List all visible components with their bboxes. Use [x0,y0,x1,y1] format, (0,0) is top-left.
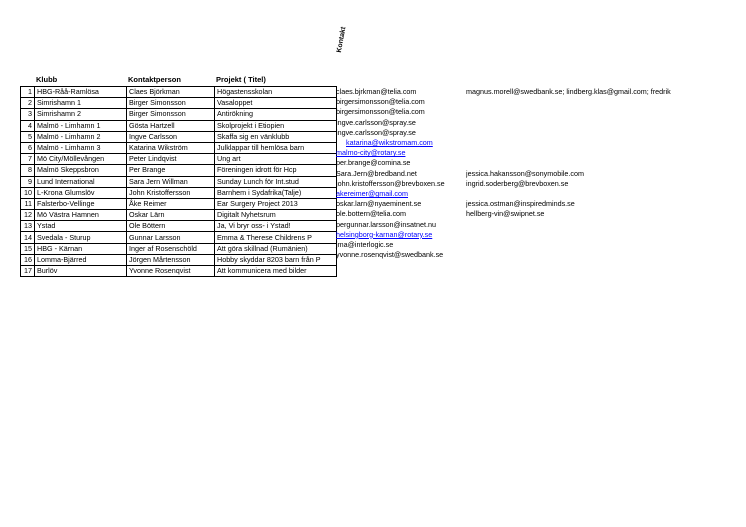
contact-email: oskar.larn@nyaeminent.se [336,199,422,209]
cell-projekt: Hobby skyddar 8203 barn från P [215,254,337,265]
cell-klubb: HBG - Kärnan [35,243,127,254]
cell-kontaktperson: Claes Björkman [127,87,215,98]
table-row [21,187,337,198]
header-klubb: Klubb [36,75,58,84]
contact-email: birgersimonsson@telia.com [336,97,425,107]
cell-klubb: Lund International [35,176,127,187]
cell-kontaktperson: Gösta Hartzell [127,120,215,131]
cell-kontaktperson: Sara Jern Willman [127,176,215,187]
extra-email: hellberg-vin@swipnet.se [466,209,545,219]
cell-kontaktperson: Peter Lindqvist [127,154,215,165]
cell-klubb: Malmö - Limhamn 3 [35,142,127,153]
row-number: 16 [21,254,35,265]
table-row [21,109,337,120]
cell-projekt: Julklappar till hemlösa barn [215,142,337,153]
cell-projekt: Föreningen idrott för Hcp [215,165,337,176]
cell-klubb: Simrishamn 1 [35,98,127,109]
row-number: 1 [21,87,35,98]
cell-kontaktperson: Per Brange [127,165,215,176]
extra-email: jessica.ostman@inspiredminds.se [466,199,575,209]
row-number: 10 [21,187,35,198]
cell-projekt: Ear Surgery Project 2013 [215,198,337,209]
table-row [21,176,337,187]
cell-kontaktperson: Gunnar Larsson [127,232,215,243]
cell-projekt: Högastensskolan [215,87,337,98]
cell-projekt: Vasaloppet [215,98,337,109]
cell-klubb: Simrishamn 2 [35,109,127,120]
row-number: 2 [21,98,35,109]
contact-email: pergunnar.larsson@insatnet.nu [336,219,436,229]
cell-projekt: Skaffa sig en vänklubb [215,131,337,142]
row-number: 15 [21,243,35,254]
table-row [21,210,337,221]
table-row [21,131,337,142]
contact-email: per.brange@comina.se [336,158,411,168]
cell-kontaktperson: Birger Simonsson [127,98,215,109]
cell-projekt: Antirökning [215,109,337,120]
contact-table [20,86,337,277]
cell-projekt: Skolprojekt i Etiopien [215,120,337,131]
header-kontakt-rotated: Kontakt [336,26,348,54]
table-row [21,266,337,277]
cell-klubb: HBG-Råå-Ramlösa [35,87,127,98]
contact-email: claes.bjrkman@telia.com [336,87,417,96]
row-number: 11 [21,198,35,209]
contact-email: Sara.Jern@bredband.net [336,168,417,178]
cell-projekt: Att kommunicera med bilder [215,266,337,277]
cell-klubb: Mö Västra Hamnen [35,210,127,221]
cell-klubb: Svedala - Sturup [35,232,127,243]
cell-klubb: Mö City/Möllevången [35,154,127,165]
cell-klubb: Falsterbo-Vellinge [35,198,127,209]
row-number: 6 [21,142,35,153]
table-row [21,142,337,153]
row-number: 3 [21,109,35,120]
contact-email: ingve.carlsson@spray.se [336,127,416,137]
contact-email[interactable]: helsingborg-karnan@rotary.se [336,229,433,239]
cell-projekt: Sunday Lunch för Int.stud [215,176,337,187]
cell-klubb: Malmö - Limhamn 1 [35,120,127,131]
cell-klubb: Ystad [35,221,127,232]
table-row [21,154,337,165]
cell-klubb: Malmö - Limhamn 2 [35,131,127,142]
contact-email[interactable]: akereimer@gmail.com [336,189,409,198]
row-number: 8 [21,165,35,176]
extra-email: magnus.morell@swedbank.se; lindberg.klas@gmail.com; fredrik [466,87,671,96]
cell-kontaktperson: Ingve Carlsson [127,131,215,142]
cell-projekt: Ja, Vi bryr oss- i Ystad! [215,221,337,232]
table-row [21,232,337,243]
cell-projekt: Ung art [215,154,337,165]
cell-kontaktperson: Jörgen Mårtensson [127,254,215,265]
cell-kontaktperson: Inger af Rosenschöld [127,243,215,254]
row-number: 7 [21,154,35,165]
cell-projekt: Emma & Therese Childrens P [215,232,337,243]
row-number: 14 [21,232,35,243]
cell-kontaktperson: Yvonne Rosenqvist [127,266,215,277]
contact-email: ingve.carlsson@spray.se [336,117,416,127]
table-row [21,98,337,109]
row-number: 5 [21,131,35,142]
contact-email[interactable]: malmo-city@rotary.se [336,148,406,158]
cell-klubb: L-Krona Glumslöv [35,187,127,198]
row-number: 13 [21,221,35,232]
cell-kontaktperson: Åke Reimer [127,198,215,209]
extra-email: ingrid.soderberg@brevboxen.se [466,178,569,188]
contact-email: ole.bottern@telia.com [336,209,407,219]
table-row [21,120,337,131]
contact-email: yvonne.rosenqvist@swedbank.se [336,250,444,260]
table-row [21,198,337,209]
table-row [21,243,337,254]
row-number: 12 [21,210,35,221]
header-kontaktperson: Kontaktperson [128,75,181,84]
table-row [21,165,337,176]
cell-projekt: Digitalt Nyhetsrum [215,210,337,221]
table-row [21,254,337,265]
cell-kontaktperson: Birger Simonsson [127,109,215,120]
contact-email: birgersimonsson@telia.com [336,107,425,117]
contact-email: jma@interlogic.se [336,240,394,249]
row-number: 4 [21,120,35,131]
cell-kontaktperson: John Kristoffersson [127,187,215,198]
table-row [21,87,337,98]
header-projekt: Projekt ( Titel) [216,75,266,84]
cell-projekt: Barnhem i Sydafrika(Talje) [215,187,337,198]
cell-klubb: Burlöv [35,266,127,277]
cell-klubb: Lomma-Bjärred [35,254,127,265]
contact-email[interactable]: katarina@wikstromam.com [346,138,433,147]
cell-kontaktperson: Ole Böttern [127,221,215,232]
cell-kontaktperson: Katarina Wikström [127,142,215,153]
contact-email: john.kristoffersson@brevboxen.se [336,178,445,188]
extra-email: jessica.hakansson@sonymobile.com [466,168,584,178]
table-row [21,221,337,232]
row-number: 17 [21,266,35,277]
cell-kontaktperson: Oskar Lärn [127,210,215,221]
cell-projekt: Att göra skillnad (Rumänien) [215,243,337,254]
cell-klubb: Malmö Skeppsbron [35,165,127,176]
row-number: 9 [21,176,35,187]
